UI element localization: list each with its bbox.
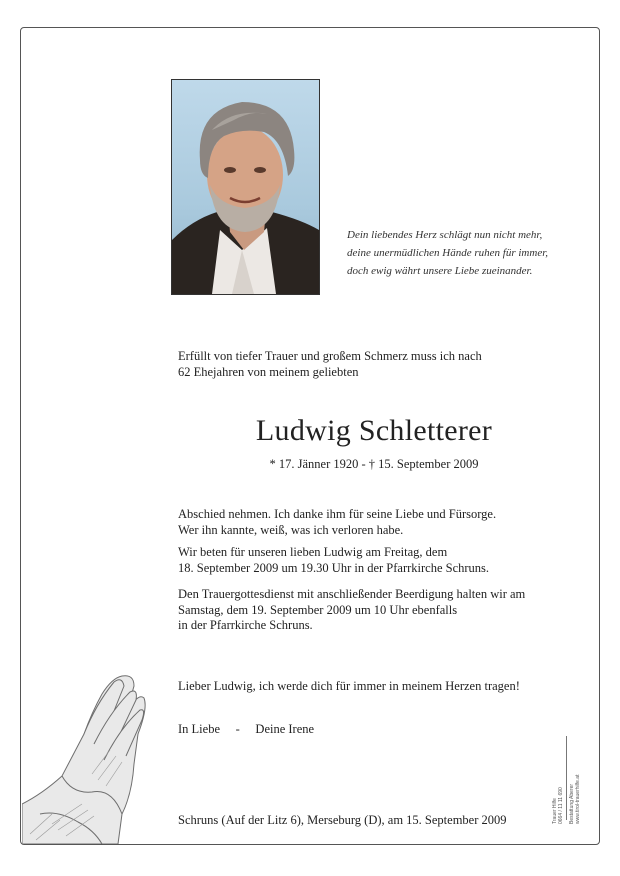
imprint-line: Bestattung Aberer bbox=[569, 783, 575, 824]
imprint bbox=[552, 728, 582, 824]
imprint-divider bbox=[566, 736, 567, 820]
imprint-line: www.tirol-trauerhilfe.at bbox=[575, 774, 581, 824]
imprint-left-column bbox=[552, 728, 564, 824]
intro-paragraph bbox=[178, 349, 482, 380]
verse-line: doch ewig währt unsere Liebe zueinander. bbox=[347, 265, 533, 277]
signature-prefix: In Liebe bbox=[178, 722, 220, 736]
signature bbox=[178, 722, 314, 737]
place-date bbox=[178, 813, 507, 829]
farewell-paragraph bbox=[178, 507, 496, 538]
funeral-paragraph bbox=[178, 587, 525, 634]
prayer-paragraph bbox=[178, 545, 489, 576]
farewell-line: Abschied nehmen. Ich danke ihm für seine Liebe und Fürsorge. bbox=[178, 507, 497, 521]
portrait-photo bbox=[171, 79, 320, 295]
closing-line bbox=[178, 679, 520, 695]
deceased-name: Ludwig Schletterer bbox=[255, 414, 493, 447]
prayer-line: Wir beten für unseren lieben Ludwig am Freitag, dem bbox=[178, 545, 448, 559]
closing-text: Lieber Ludwig, ich werde dich für immer in meinem Herzen tragen! bbox=[178, 679, 520, 693]
place-date-text: Schruns (Auf der Litz 6), Merseburg (D), am 15. September 2009 bbox=[178, 813, 507, 827]
intro-line: 62 Ehejahren von meinem geliebten bbox=[178, 364, 359, 379]
prayer-line: 18. September 2009 um 19.30 Uhr in der Pfarrkirche Schruns. bbox=[178, 560, 490, 575]
imprint-line: 0664 / 11 11 690 bbox=[558, 787, 564, 824]
signature-separator: - bbox=[235, 722, 240, 736]
praying-hands-illustration bbox=[22, 664, 152, 844]
intro-line: Erfüllt von tiefer Trauer und großem Schmerz muss ich nach bbox=[178, 349, 482, 363]
funeral-line: Samstag, dem 19. September 2009 um 10 Uhr ebenfalls bbox=[178, 602, 458, 617]
farewell-line: Wer ihn kannte, weiß, was ich verloren habe. bbox=[178, 522, 404, 537]
funeral-line: Den Trauergottesdienst mit anschließender Beerdigung halten wir am bbox=[178, 587, 526, 601]
life-dates: * 17. Jänner 1920 - † 15. September 2009 bbox=[269, 457, 479, 471]
funeral-line: in der Pfarrkirche Schruns. bbox=[178, 618, 313, 632]
verse-line: deine unermüdlichen Hände ruhen für immer, bbox=[347, 247, 549, 259]
memorial-verse bbox=[347, 226, 587, 280]
verse-line: Dein liebendes Herz schlägt nun nicht mehr, bbox=[347, 229, 543, 241]
imprint-right-column bbox=[569, 728, 581, 824]
signature-name: Deine Irene bbox=[255, 722, 315, 736]
imprint-line: Trauer Hilfe bbox=[552, 798, 558, 824]
